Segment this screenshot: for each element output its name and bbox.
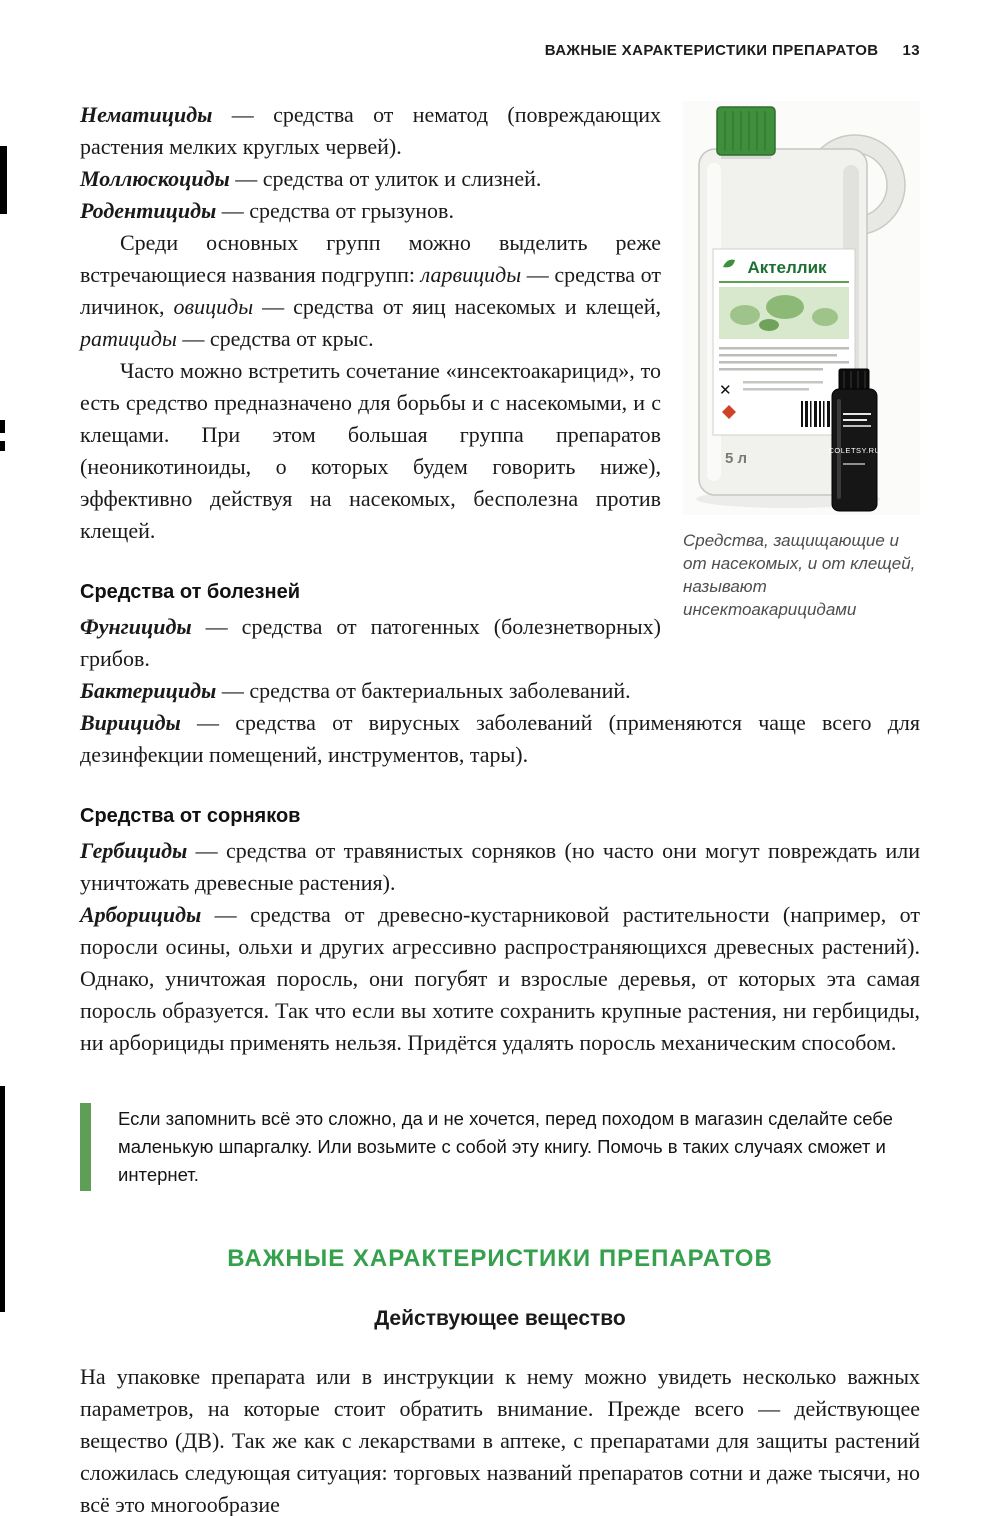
definition-paragraph: [80, 899, 920, 1059]
brand-label: Актеллик: [747, 258, 827, 277]
chapter-heading: ВАЖНЫЕ ХАРАКТЕРИСТИКИ ПРЕПАРАТОВ: [227, 1245, 773, 1272]
print-mark: [0, 1086, 5, 1312]
text-segment: — средства от травянистых сорняков (но часто они могут повреждать или уничтожать древесные растения).: [80, 838, 920, 895]
text-segment: — средства от бактериальных заболеваний.: [216, 678, 631, 703]
term-ovicides: овициды: [173, 294, 254, 319]
photo-caption: Средства, защищающие и от насекомых, и от клещей, называют инсектоакарицидами: [683, 531, 916, 619]
text-segment: — средства от древесно-кустарниковой растительности (например, от поросли осины, ольхи и других агрессивно распространяющихся древесных растений). Однако, уничтожая поросль, они погубят и взрослые деревья, от которых эта самая поросль образуется. Так что если вы хотите сохранить крупные растения, ни гербициды, ни арборициды применять нельзя. Придётся удалять поросль механическим способом.: [80, 902, 920, 1055]
text-segment: — средства от яиц насекомых и клещей,: [253, 294, 661, 319]
paragraph-insectoacaricide: Часто можно встретить сочетание «инсектоакарицид», то есть средство предназначено для борьбы и с насекомыми, и с клещами. При этом большая группа препаратов (неоникотиноиды, о которых будем говорить ниже), эффективно действуя на насекомых, бесполезна против клещей.: [80, 358, 661, 543]
print-mark: [0, 441, 5, 451]
term-arboricides: Арборициды: [80, 902, 202, 927]
text-segment: — средства от патогенных (болезнетворных) грибов.: [80, 614, 661, 671]
paragraph-active-ingredient: На упаковке препарата или в инструкции к нему можно увидеть несколько важных параметров, на которые стоит обратить внимание. Прежде всего — действующее вещество (ДВ). Так же как с лекарствами в аптеке, с препаратами для защиты растений сложилась следующая ситуация: торговых названий препаратов сотни и даже тысячи, но всё это многообразие: [80, 1364, 920, 1516]
page-content: [0, 59, 1000, 1516]
term-molluscicides: Моллюскоциды: [80, 166, 230, 191]
text-segment: — средства от личинок,: [80, 262, 662, 319]
term-viricides: Вирициды: [80, 710, 181, 735]
hazard-x-icon: ✕: [719, 382, 732, 399]
text-segment: Среди основных групп можно выделить реже встречающиеся названия подгрупп:: [80, 230, 661, 287]
volume-label: 5 л: [725, 450, 748, 467]
text-segment: — средства от нематод (повреждающих растения мелких круглых червей).: [80, 102, 661, 159]
term-nematicides: Нематициды: [80, 102, 213, 127]
section-heading-diseases: Средства от болезней: [80, 581, 300, 603]
text-segment: — средства от вирусных заболеваний (применяются чаще всего для дезинфекции помещений, инструментов, тары).: [80, 710, 920, 767]
text-segment: — средства от крыс.: [176, 326, 374, 351]
tip-text: Если запомнить всё это сложно, да и не хочется, перед походом в магазин сделайте себе маленькую шпаргалку. Или возьмите с собой эту книгу. Помочь в таких случаях сможет и интернет.: [118, 1108, 893, 1185]
pesticide-canister-photo: [683, 101, 920, 515]
definition-paragraph: [80, 835, 920, 899]
definition-paragraph: [80, 707, 920, 771]
text-segment: — средства от грызунов.: [216, 198, 454, 223]
definition-paragraph: [80, 675, 920, 707]
print-mark: [0, 420, 5, 433]
term-rodenticides: Родентициды: [80, 198, 217, 223]
canister-illustration: [683, 101, 920, 515]
text-segment: — средства от улиток и слизней.: [229, 166, 542, 191]
watermark-text: COLETSY.RU: [828, 446, 881, 455]
section-heading-weeds: Средства от сорняков: [80, 805, 301, 827]
term-raticides: ратициды: [80, 326, 177, 351]
running-head-title: ВАЖНЫЕ ХАРАКТЕРИСТИКИ ПРЕПАРАТОВ: [544, 42, 879, 59]
page-number: 13: [902, 42, 920, 59]
print-mark: [0, 146, 7, 214]
tip-box: [80, 1103, 920, 1191]
term-fungicides: Фунгициды: [80, 614, 192, 639]
page-header: [0, 0, 1000, 59]
term-bactericides: Бактерициды: [80, 678, 217, 703]
term-larvicides: ларвициды: [420, 262, 522, 287]
product-photo-figure: [683, 101, 920, 621]
term-herbicides: Гербициды: [80, 838, 188, 863]
subchapter-heading: Действующее вещество: [374, 1307, 626, 1330]
